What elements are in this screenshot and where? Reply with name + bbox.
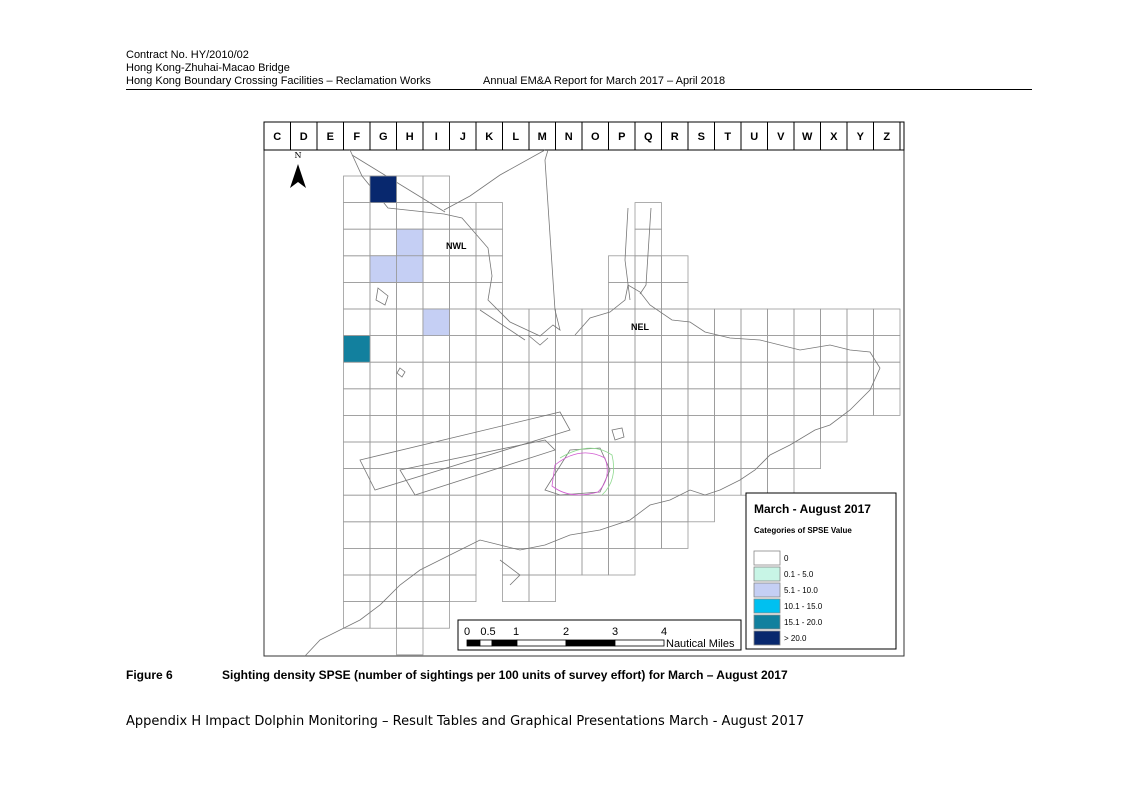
column-letter-M: M [537, 131, 547, 143]
column-letter-Z: Z [883, 131, 891, 143]
density-cell-I6 [423, 309, 450, 336]
column-letter-J: J [459, 131, 466, 143]
scale-segment [566, 640, 615, 646]
scale-tick-label: 0 [463, 626, 471, 638]
scale-segment [517, 640, 566, 646]
legend-label: 0.1 - 5.0 [784, 570, 814, 579]
density-cell-G1 [370, 176, 397, 203]
scale-segment [615, 640, 664, 646]
scale-tick-label: 0.5 [480, 626, 496, 638]
scale-unit: Nautical Miles [666, 638, 735, 650]
column-letter-T: T [724, 131, 732, 143]
report-title: Annual EM&A Report for March 2017 – April 2018 [483, 75, 726, 87]
column-letter-G: G [378, 131, 388, 143]
figure-caption: Sighting density SPSE (number of sightings per 100 units of survey effort) for March – August 2017 [222, 668, 788, 682]
column-letter-P: P [618, 131, 626, 143]
legend-swatch [754, 631, 780, 645]
column-letter-W: W [802, 131, 813, 143]
column-letter-O: O [590, 131, 600, 143]
legend-swatch [754, 551, 780, 565]
appendix-footer: Appendix H Impact Dolphin Monitoring – Result Tables and Graphical Presentations March - August 2017 [126, 714, 805, 729]
column-letter-I: I [434, 131, 438, 143]
column-letter-H: H [405, 131, 414, 143]
figure-number: Figure 6 [126, 668, 173, 682]
scale-tick-label: 2 [562, 626, 570, 638]
scale-bar-segments [467, 640, 664, 646]
column-letter-Q: Q [643, 131, 653, 143]
column-letter-F: F [353, 131, 361, 143]
density-cell-H4 [397, 256, 424, 283]
column-letter-L: L [512, 131, 520, 143]
scale-bar [458, 620, 741, 650]
legend-label: 5.1 - 10.0 [784, 586, 818, 595]
area-label-nwl: NWL [446, 241, 467, 251]
legend-swatch [754, 567, 780, 581]
scale-segment [480, 640, 492, 646]
density-cell-G4 [370, 256, 397, 283]
column-letter-S: S [697, 131, 705, 143]
legend-swatch [754, 615, 780, 629]
legend-swatch [754, 583, 780, 597]
legend-label: 10.1 - 15.0 [784, 602, 823, 611]
scale-tick-label: 1 [512, 626, 520, 638]
column-letter-D: D [299, 131, 308, 143]
works-title: Hong Kong Boundary Crossing Facilities – Reclamation Works [126, 75, 431, 87]
legend-label: 15.1 - 20.0 [784, 618, 823, 627]
column-letter-N: N [564, 131, 573, 143]
legend-label: > 20.0 [784, 634, 807, 643]
legend-title: March - August 2017 [754, 502, 871, 516]
project-name: Hong Kong-Zhuhai-Macao Bridge [126, 62, 290, 74]
column-letter-K: K [485, 131, 494, 143]
column-letter-U: U [750, 131, 759, 143]
legend-subtitle: Categories of SPSE Value [754, 526, 852, 535]
legend-swatch [754, 599, 780, 613]
area-label-nel: NEL [631, 322, 649, 332]
column-letter-X: X [830, 131, 838, 143]
legend-label: 0 [784, 554, 789, 563]
density-cell-F7 [344, 336, 371, 363]
density-cell-H3 [397, 229, 424, 256]
column-letter-C: C [273, 131, 282, 143]
scale-segment [492, 640, 517, 646]
column-letter-E: E [326, 131, 334, 143]
column-letter-Y: Y [856, 131, 864, 143]
north-label: N [294, 151, 302, 160]
legend [746, 493, 896, 649]
scale-tick-label: 4 [660, 626, 668, 638]
scale-tick-label: 3 [611, 626, 619, 638]
scale-segment [467, 640, 480, 646]
column-letter-V: V [777, 131, 785, 143]
column-letter-R: R [670, 131, 679, 143]
contract-number: Contract No. HY/2010/02 [126, 49, 249, 61]
